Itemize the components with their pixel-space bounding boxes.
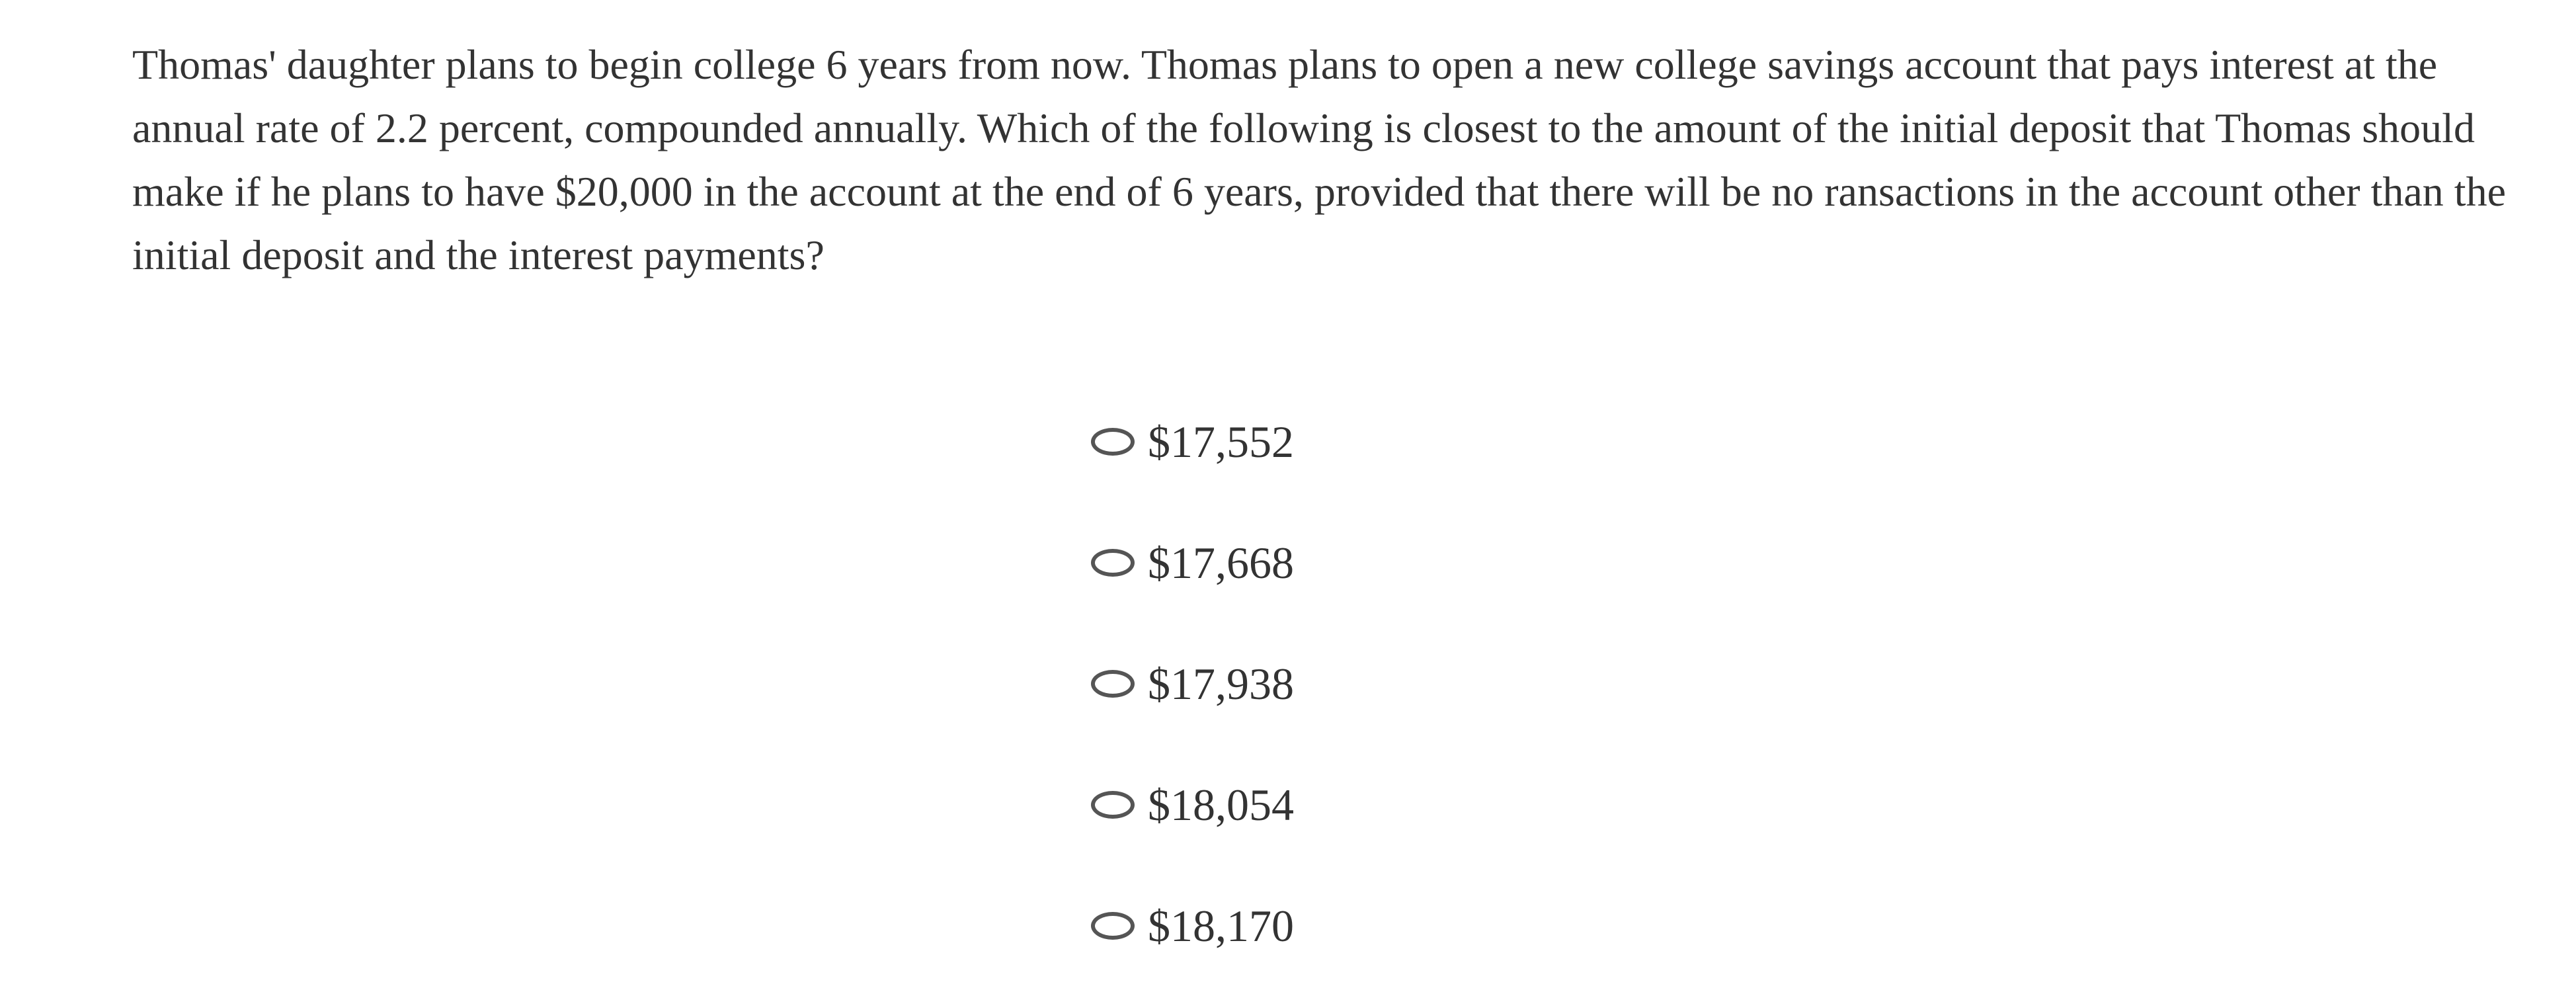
question-text: Thomas' daughter plans to begin college 6 years from now. Thomas plans to open a new college savings account that pays interest at the annual rate of 2.2 percent, compounded annually. Which of the following is closest to the amount of the initial deposit that Thomas should make if he plans to have $20,000 in the account at the end of 6 years, provided that there will be no ransactions in the account other than the initial deposit and the interest payments?: [132, 41, 2506, 278]
answer-option-4[interactable]: [1091, 773, 1294, 837]
answer-option-label: $18,054: [1148, 780, 1294, 830]
answer-option-label: $18,170: [1148, 901, 1294, 951]
answer-option-1[interactable]: [1091, 410, 1294, 473]
radio-unselected-icon[interactable]: [1091, 912, 1135, 940]
answer-option-label: $17,668: [1148, 538, 1294, 588]
radio-unselected-icon[interactable]: [1091, 428, 1135, 456]
radio-unselected-icon[interactable]: [1091, 549, 1135, 577]
radio-unselected-icon[interactable]: [1091, 670, 1135, 698]
answer-option-3[interactable]: [1091, 652, 1294, 716]
radio-unselected-icon[interactable]: [1091, 791, 1135, 819]
answer-option-2[interactable]: [1091, 531, 1294, 595]
answer-options: [1091, 410, 1294, 988]
answer-option-5[interactable]: [1091, 894, 1294, 958]
answer-option-label: $17,552: [1148, 417, 1294, 467]
answer-option-label: $17,938: [1148, 659, 1294, 709]
